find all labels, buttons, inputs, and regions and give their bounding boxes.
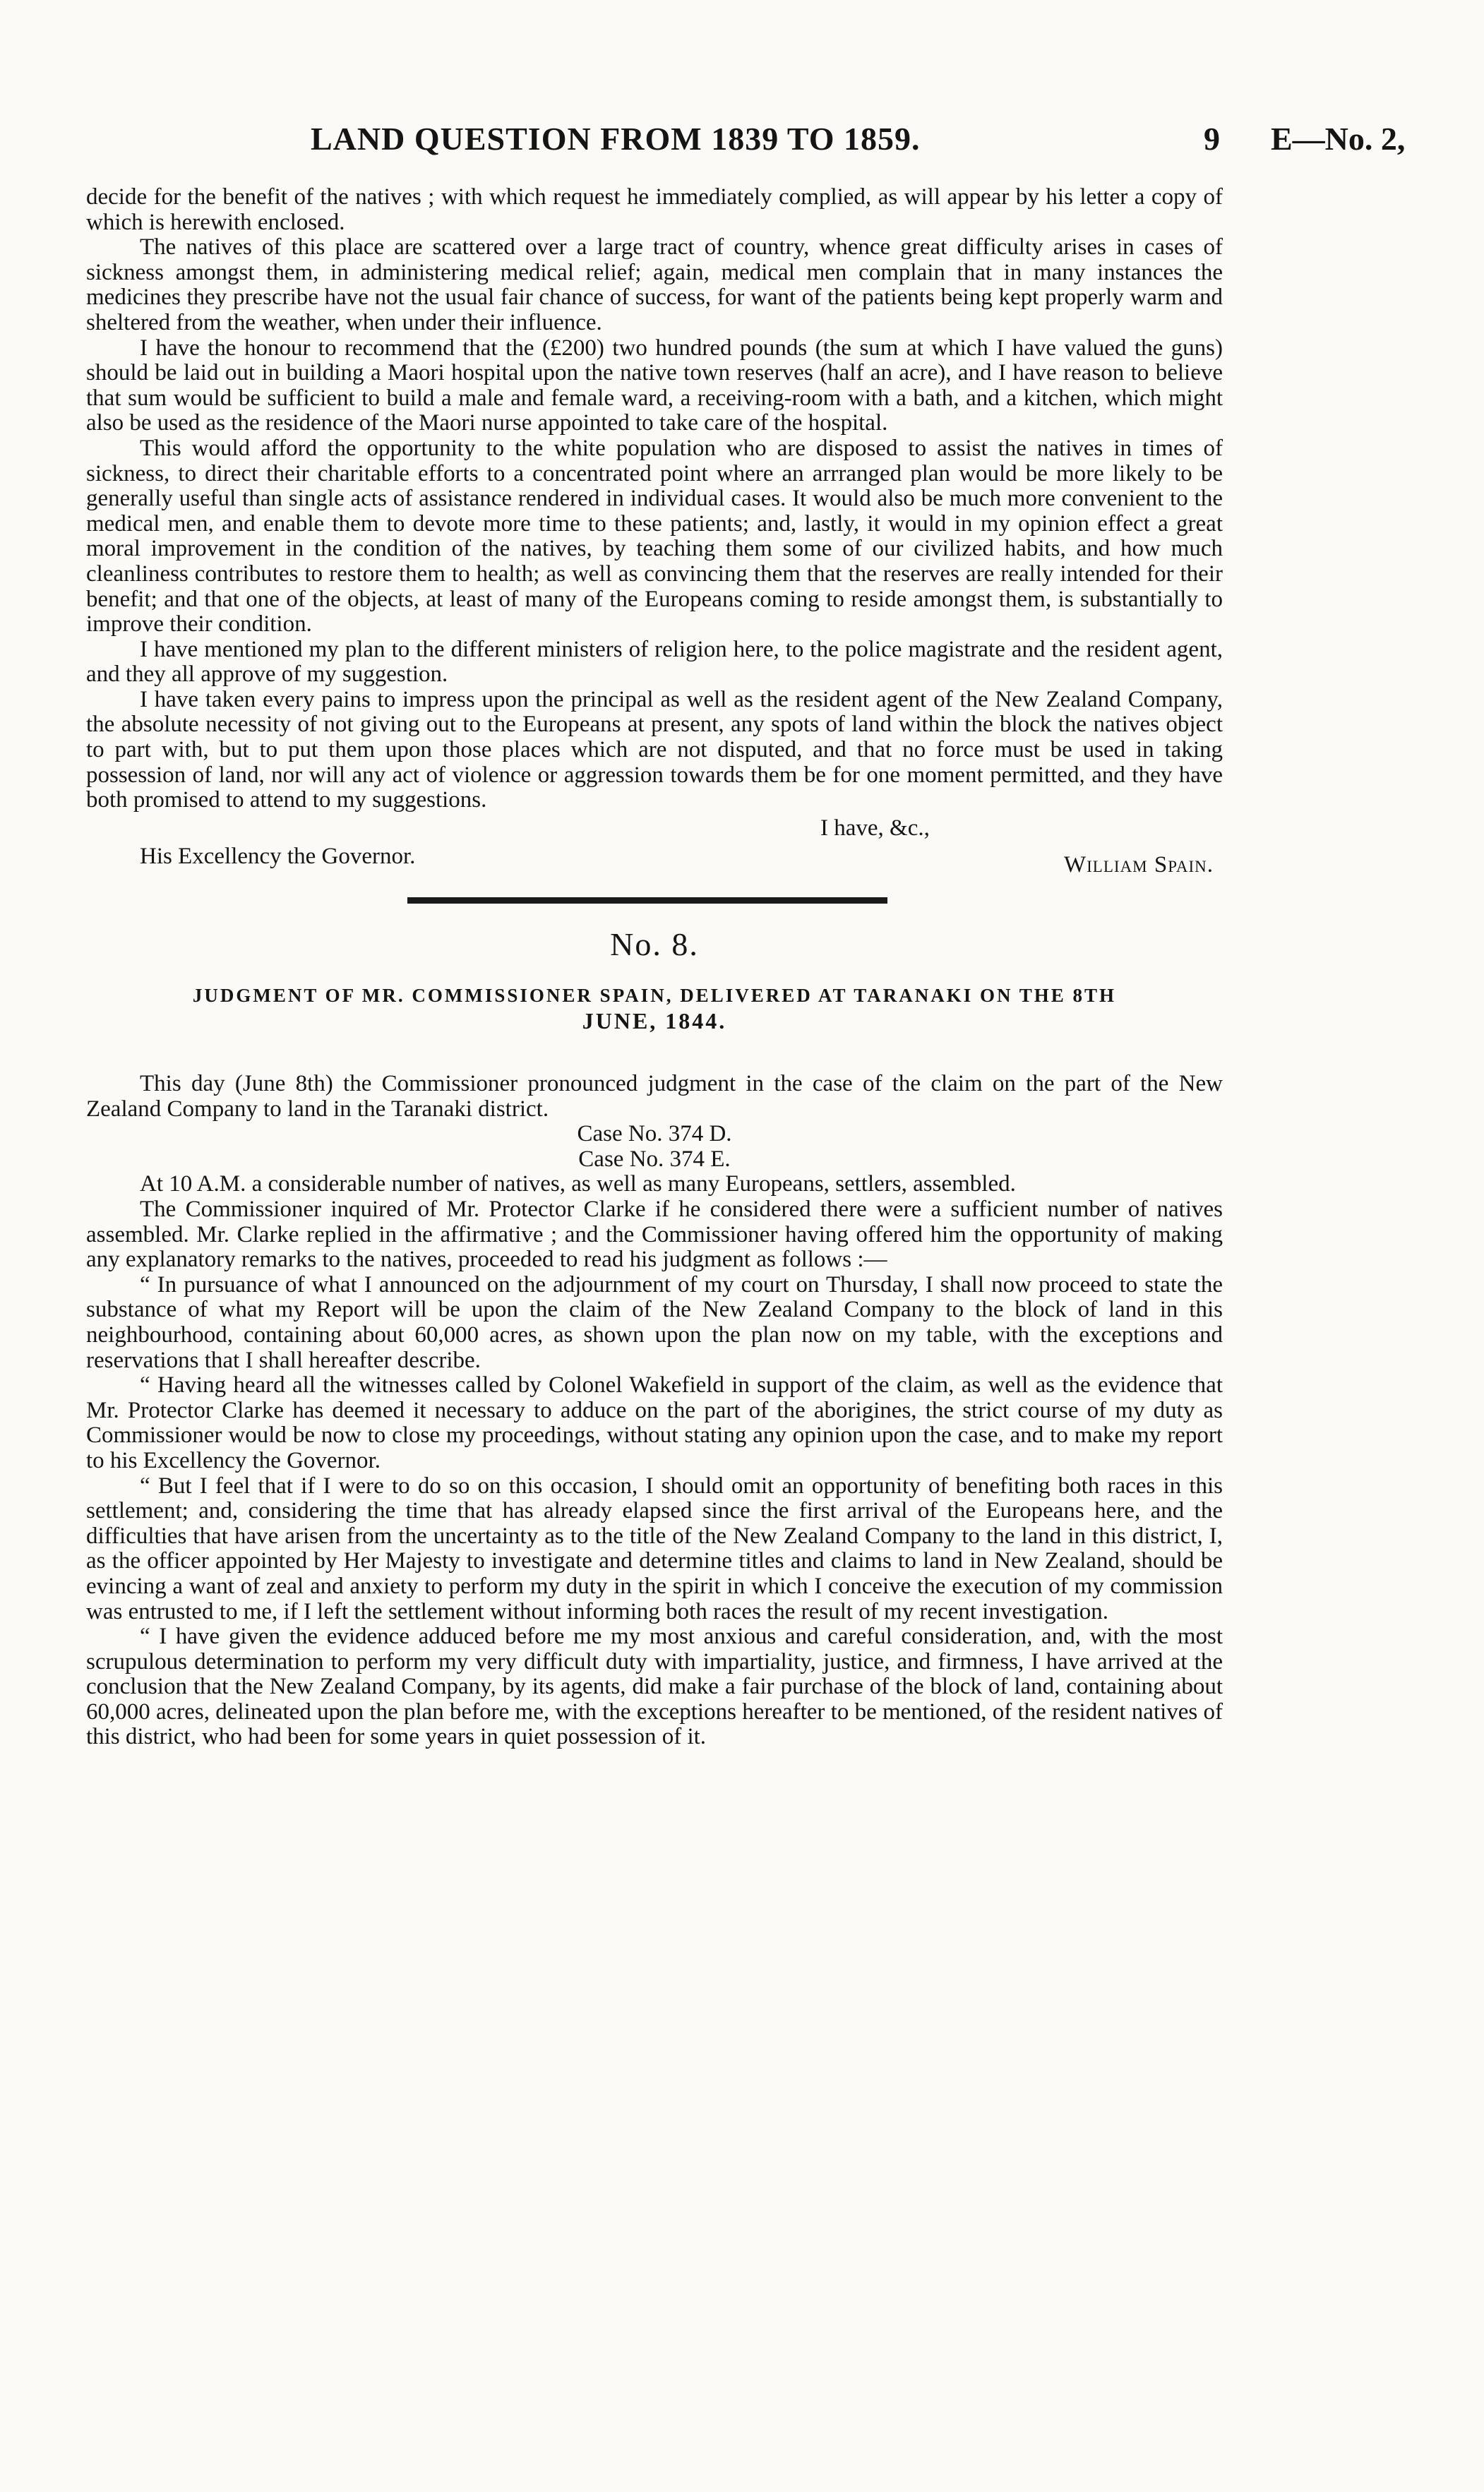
judgment-paragraph: “ Having heard all the witnesses called by Colonel Wakefield in support of the claim, as well as the evidence that Mr. Protector Clarke has deemed it necessary to adduce on the part of the aborigines, the strict course of my duty as Commissioner would be now to close my proceedings, without stating any opinion upon the case, and to make my report to his Excellency the Governor.: [86, 1372, 1223, 1473]
judgment-paragraph: “ I have given the evidence adduced before me my most anxious and careful consideration, and, with the most scrupulous determination to perform my very difficult duty with impartiality, justice, and firmness, I have arrived at the conclusion that the New Zealand Company, by its agents, did make a fair purchase of the block of land, containing about 60,000 acres, delineated upon the plan before me, with the exceptions hereafter to be mentioned, of the resident natives of this district, who had been for some years in quiet possession of it.: [86, 1624, 1223, 1750]
case-number: Case No. 374 E.: [578, 1146, 731, 1172]
heading-date: JUNE, 1844.: [582, 1008, 727, 1034]
heading-main: JUDGMENT OF MR. COMMISSIONER SPAIN, DELIVERED AT TARANAKI ON THE 8TH: [192, 985, 1117, 1007]
case-number: Case No. 374 D.: [577, 1121, 732, 1147]
letter-paragraph: I have mentioned my plan to the different ministers of religion here, to the police magistrate and the resident agent, and they all approve of my suggestion.: [86, 636, 1223, 688]
letter-addressee: His Excellency the Governor.: [140, 843, 416, 869]
page-body: [86, 185, 1223, 1750]
letter-paragraph: I have taken every pains to impress upon the principal as well as the resident agent of the New Zealand Company, the absolute necessity of not giving out to the Europeans at present, any spots of land within the block the natives object to part with, but to put them upon those places which are not disputed, and that no force must be used in taking possession of land, nor will any act of violence or aggression towards them be for one moment permitted, and they have both promised to attend to my suggestions.: [86, 686, 1223, 813]
document-number: No. 8.: [610, 926, 699, 963]
judgment-paragraph: “ But I feel that if I were to do so on this occasion, I should omit an opportunity of benefiting both races in this settlement; and, considering the time that has already elapsed since the first arrival of the Europeans here, and the difficulties that have arisen from the uncertainty as to the title of the New Zealand Company to the land in this district, I, as the officer appointed by Her Majesty to investigate and determine titles and claims to land in New Zealand, should be evincing a want of zeal and anxiety to perform my duty in the spirit in which I conceive the execution of my commission was entrusted to me, if I left the settlement without informing both races the result of my recent investigation.: [86, 1473, 1223, 1624]
judgment-paragraph: “ In pursuance of what I announced on the adjournment of my court on Thursday, I shall now proceed to state the substance of what my Report will be upon the claim of the New Zealand Company to the block of land in this neighbourhood, containing about 60,000 acres, as shown upon the plan now on my table, with the exceptions and reservations that I shall hereafter describe.: [86, 1271, 1223, 1373]
judgment-body: [86, 1072, 1223, 1750]
judgment-paragraph: At 10 A.M. a considerable number of natives, as well as many Europeans, settlers, assembled.: [140, 1171, 1016, 1197]
intro-paragraph: This day (June 8th) the Commissioner pronounced judgment in the case of the claim on the part of the New Zealand Company to land in the Taranaki district.: [86, 1071, 1223, 1122]
letter-paragraph: This would afford the opportunity to the white population who are disposed to assist the natives in times of sickness, to direct their charitable efforts to a concentrated point where an arrranged plan would be more likely to be generally useful than single acts of assistance rendered in individual cases. It would also be much more convenient to the medical men, and enable them to devote more time to these patients; and, lastly, it would in my opinion effect a great moral improvement in the condition of the natives, by teaching them some of our civilized habits, and how much cleanliness contributes to restore them to health; as well as convincing them that the reserves are really intended for their benefit; and that one of the objects, at least of many of the Europeans coming to reside amongst them, is substantially to improve their condition.: [86, 435, 1223, 637]
running-title: LAND QUESTION FROM 1839 TO 1859.: [311, 121, 921, 157]
letter-closing: I have, &c.,: [820, 815, 930, 841]
judgment-paragraph: The Commissioner inquired of Mr. Protector Clarke if he considered there were a sufficient number of natives assembled. Mr. Clarke replied in the affirmative ; and the Commissioner having offered him the opportunity of making any explanatory remarks to the natives, proceeded to read his judgment as follows :—: [86, 1197, 1223, 1273]
letter-paragraph: The natives of this place are scattered over a large tract of country, whence great difficulty arises in cases of sickness amongst them, in administering medical relief; again, medical men complain that in many instances the medicines they prescribe have not the usual fair chance of success, for want of the patients being kept properly warm and sheltered from the weather, when under their influence.: [86, 234, 1223, 335]
letter-section: [86, 184, 1223, 877]
letter-signature: William Spain.: [1064, 851, 1214, 877]
letter-paragraph: decide for the benefit of the natives ; with which request he immediately complied, as will appear by his letter a copy of which is herewith enclosed.: [86, 184, 1223, 235]
letter-paragraph: I have the honour to recommend that the (£200) two hundred pounds (the sum at which I have valued the guns) should be laid out in building a Maori hospital upon the native town reserves (half an acre), and I have reason to believe that sum would be sufficient to build a male and female ward, a receiving-room with a bath, and a kitchen, which might also be used as the residence of the Maori nurse appointed to take care of the hospital.: [86, 335, 1223, 436]
document-reference: E—No. 2,: [1271, 121, 1406, 157]
document-heading: [107, 983, 1202, 1034]
section-divider: [407, 897, 887, 904]
document-section: [86, 926, 1223, 1750]
page-header: [0, 120, 1484, 169]
page-number: 9: [1204, 121, 1220, 157]
